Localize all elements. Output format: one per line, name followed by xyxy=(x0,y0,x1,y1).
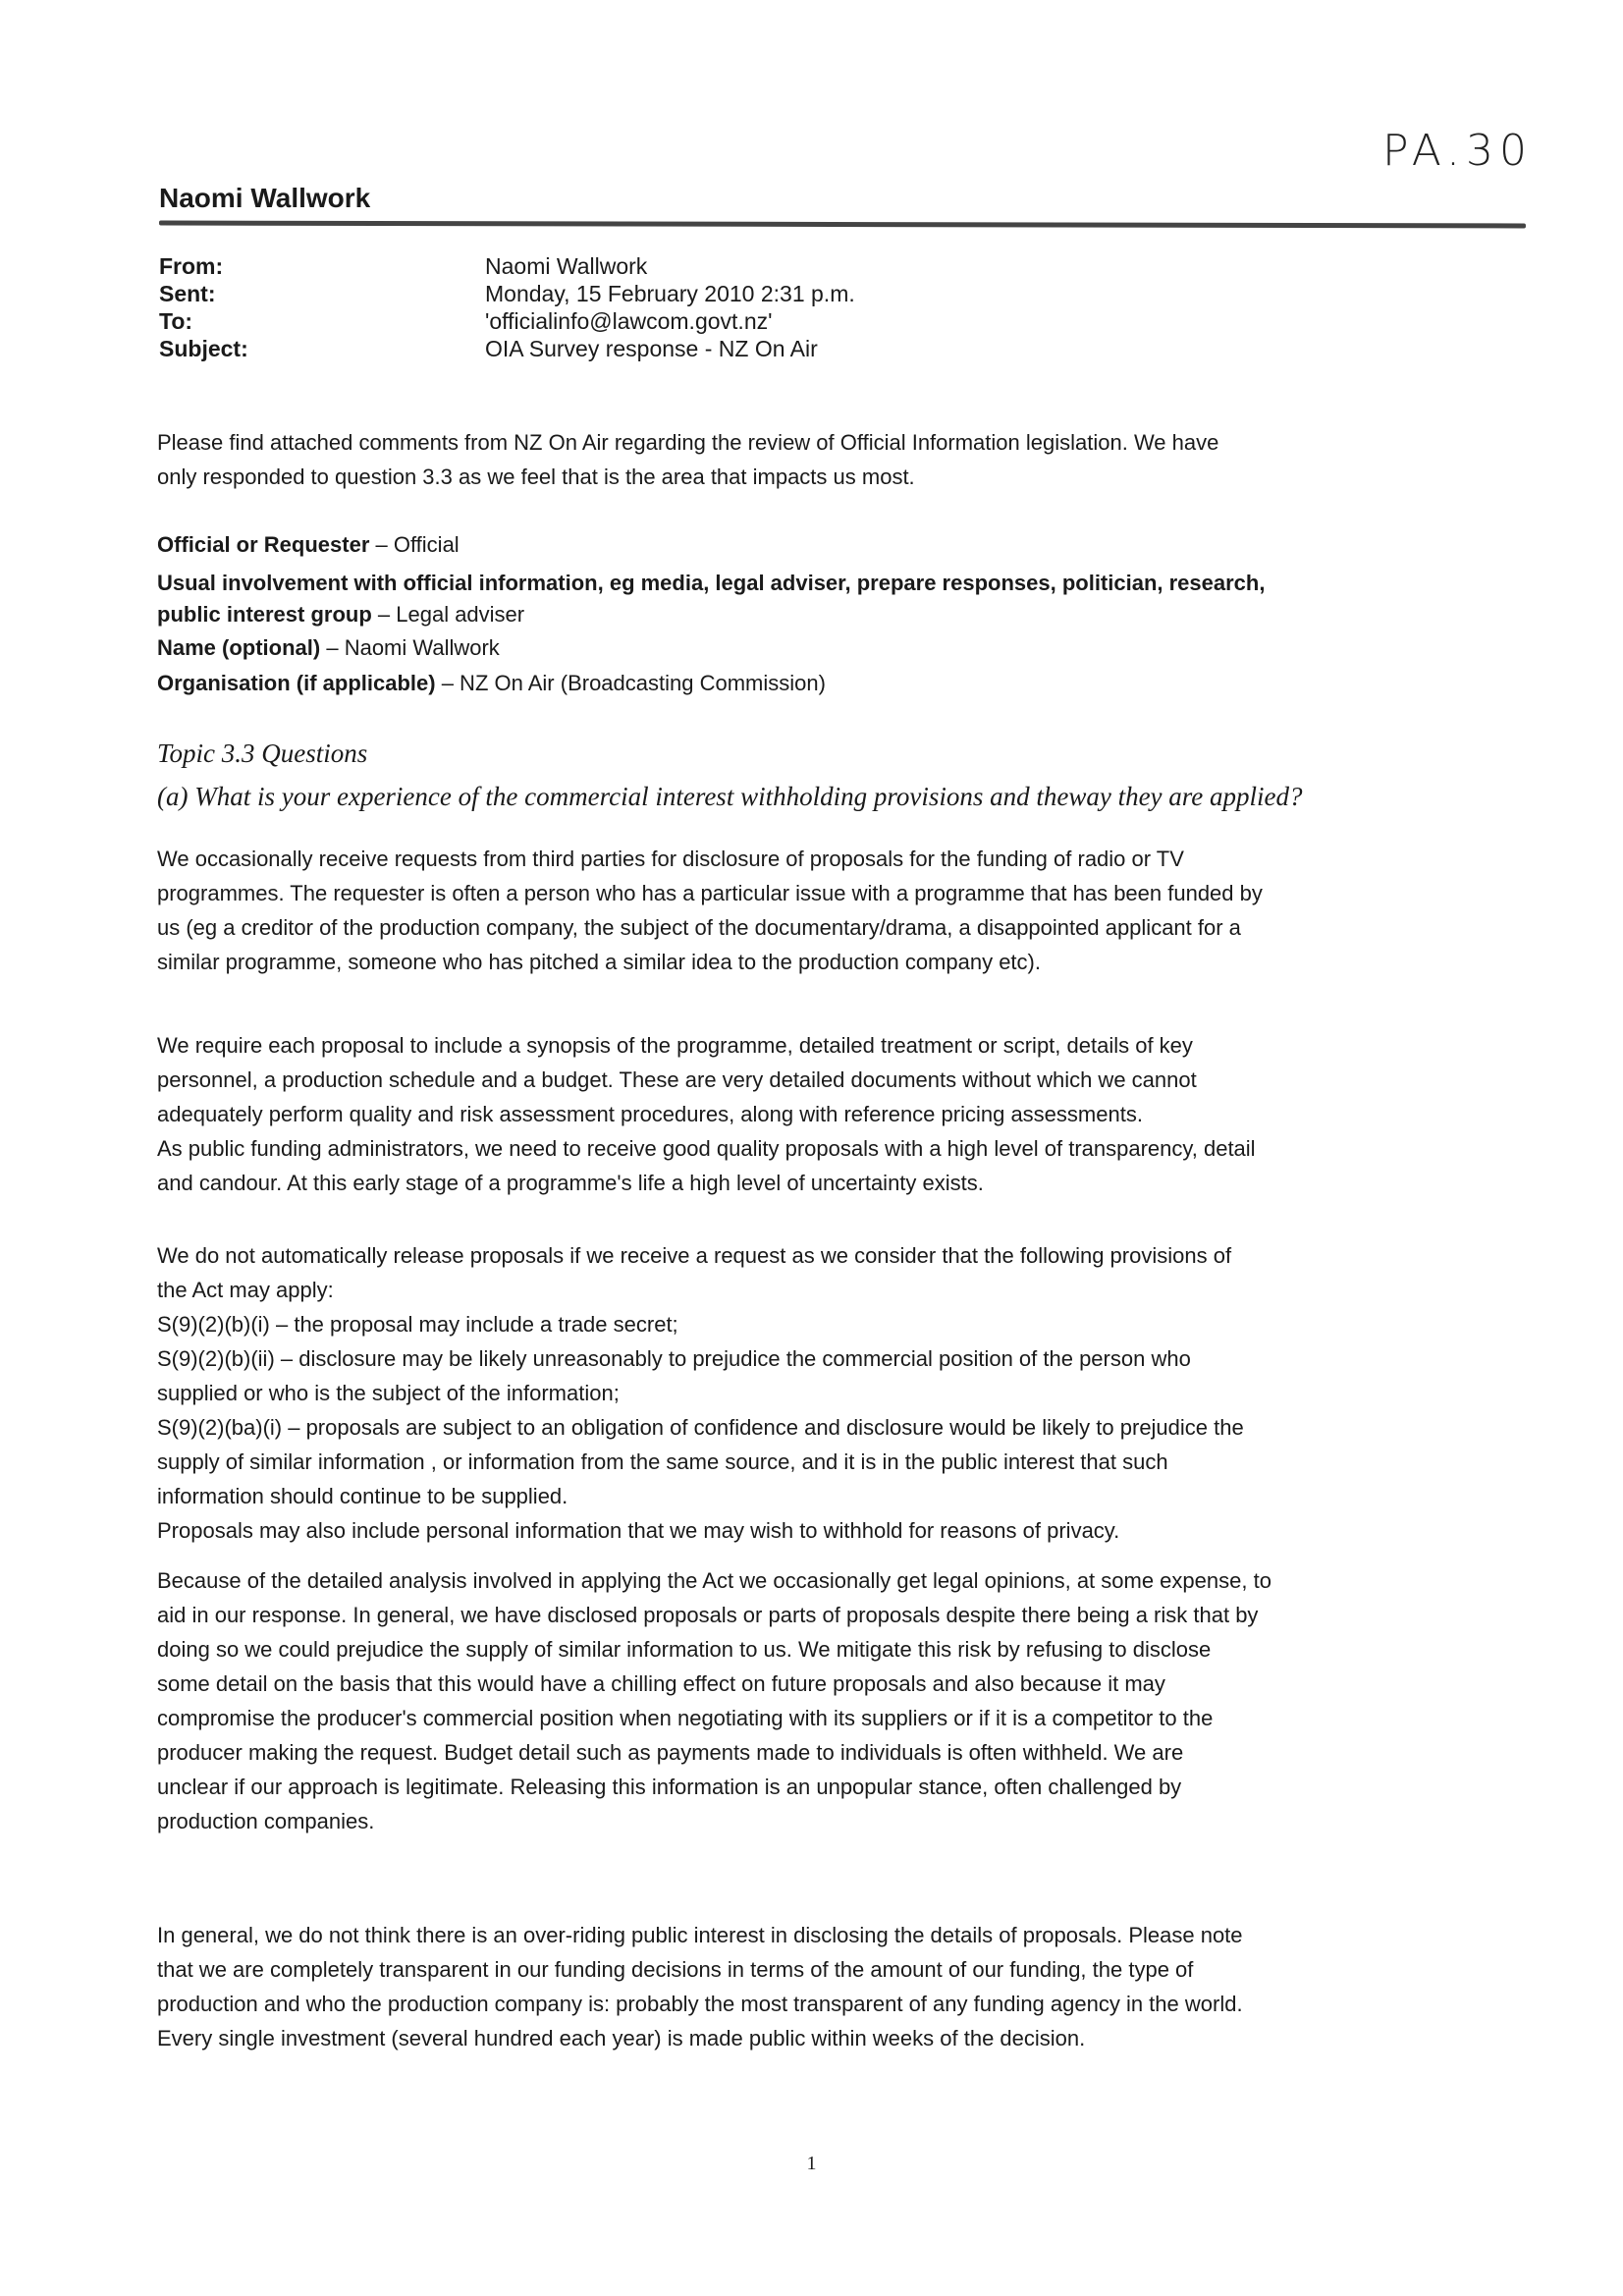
paragraph-line: Every single investment (several hundred each year) is made public within weeks of the decision. xyxy=(157,2026,1086,2050)
header-value: Monday, 15 February 2010 2:31 p.m. xyxy=(485,281,855,306)
paragraph-line: aid in our response. In general, we have disclosed proposals or parts of proposals despite there being a risk that by xyxy=(157,1603,1259,1627)
survey-field xyxy=(157,532,460,558)
paragraph-line: personnel, a production schedule and a budget. These are very detailed documents without which we cannot xyxy=(157,1067,1197,1092)
header-label: From: xyxy=(159,253,224,279)
paragraph-line: In general, we do not think there is an over-riding public interest in disclosing the details of proposals. Please note xyxy=(157,1923,1243,1947)
paragraph-line: doing so we could prejudice the supply of similar information to us. We mitigate this risk by refusing to disclose xyxy=(157,1637,1212,1662)
paragraph-line: that we are completely transparent in our funding decisions in terms of the amount of our funding, the type of xyxy=(157,1957,1194,1982)
paragraph-line: and candour. At this early stage of a programme's life a high level of uncertainty exists. xyxy=(157,1171,984,1195)
paragraph-line: similar programme, someone who has pitched a similar idea to the production company etc). xyxy=(157,950,1041,974)
paragraph-line: supply of similar information , or information from the same source, and it is in the public interest that such xyxy=(157,1449,1168,1474)
field-value: – Official xyxy=(369,532,460,557)
intro-line: Please find attached comments from NZ On Air regarding the review of Official Information legislation. We have xyxy=(157,430,1219,455)
topic-heading: Topic 3.3 Questions xyxy=(157,738,368,768)
header-value: 'officialinfo@lawcom.govt.nz' xyxy=(485,308,773,334)
paragraph-line: Because of the detailed analysis involved in applying the Act we occasionally get legal opinions, at some expense, to xyxy=(157,1568,1271,1593)
paragraph-line: programmes. The requester is often a person who has a particular issue with a programme that has been funded by xyxy=(157,881,1263,905)
paragraph-line: S(9)(2)(b)(ii) – disclosure may be likely unreasonably to prejudice the commercial position of the person who xyxy=(157,1346,1191,1371)
intro-line: only responded to question 3.3 as we feel that is the area that impacts us most. xyxy=(157,465,915,489)
paragraph-line: us (eg a creditor of the production company, the subject of the documentary/drama, a disappointed applicant for a xyxy=(157,915,1241,940)
title-divider xyxy=(159,221,1526,229)
paragraph-line: adequately perform quality and risk assessment procedures, along with reference pricing assessments. xyxy=(157,1102,1143,1126)
header-label: Sent: xyxy=(159,281,216,306)
paragraph-line: production and who the production company is: probably the most transparent of any funding agency in the world. xyxy=(157,1992,1243,2016)
paragraph-line: S(9)(2)(b)(i) – the proposal may include a trade secret; xyxy=(157,1312,678,1337)
paragraph-line: producer making the request. Budget detail such as payments made to individuals is often withheld. We are xyxy=(157,1740,1184,1765)
survey-field xyxy=(157,602,524,628)
field-label: Official or Requester xyxy=(157,532,370,557)
paragraph-line: As public funding administrators, we need to receive good quality proposals with a high level of transparency, detail xyxy=(157,1136,1256,1161)
paragraph-line: some detail on the basis that this would have a chilling effect on future proposals and also because it may xyxy=(157,1671,1165,1696)
header-label: Subject: xyxy=(159,336,248,361)
paragraph-line: S(9)(2)(ba)(i) – proposals are subject to an obligation of confidence and disclosure would be likely to prejudice the xyxy=(157,1415,1244,1440)
document-title: Naomi Wallwork xyxy=(159,183,371,213)
field-label: Usual involvement with official information, eg media, legal adviser, prepare responses, politician, research, xyxy=(157,571,1266,595)
header-value: Naomi Wallwork xyxy=(485,253,648,279)
paragraph-line: We require each proposal to include a synopsis of the programme, detailed treatment or script, details of key xyxy=(157,1033,1193,1058)
paragraph-line: compromise the producer's commercial position when negotiating with its suppliers or if it is a competitor to the xyxy=(157,1706,1214,1730)
paragraph-line: the Act may apply: xyxy=(157,1278,334,1302)
field-label: Name (optional) xyxy=(157,635,321,660)
survey-field xyxy=(157,671,826,696)
header-label: To: xyxy=(159,308,193,334)
page-number: 1 xyxy=(806,2153,817,2174)
paragraph-line: unclear if our approach is legitimate. Releasing this information is an unpopular stance, often challenged by xyxy=(157,1775,1182,1799)
paragraph-line: We occasionally receive requests from third parties for disclosure of proposals for the funding of radio or TV xyxy=(157,847,1184,871)
paragraph-line: production companies. xyxy=(157,1809,375,1833)
survey-field xyxy=(157,571,1265,596)
paragraph-line: Proposals may also include personal information that we may wish to withhold for reasons of privacy. xyxy=(157,1518,1120,1543)
field-value: – NZ On Air (Broadcasting Commission) xyxy=(435,671,826,695)
field-value: – Legal adviser xyxy=(371,602,525,627)
question-a: (a) What is your experience of the commercial interest withholding provisions and theway they are applied? xyxy=(157,782,1303,811)
field-label: Organisation (if applicable) xyxy=(157,671,436,695)
paragraph-line: We do not automatically release proposals if we receive a request as we consider that the following provisions of xyxy=(157,1243,1232,1268)
survey-field xyxy=(157,635,500,661)
paragraph-line: information should continue to be supplied. xyxy=(157,1484,568,1508)
paragraph-line: supplied or who is the subject of the information; xyxy=(157,1381,620,1405)
field-value: – Naomi Wallwork xyxy=(320,635,500,660)
field-label: public interest group xyxy=(157,602,372,627)
header-value: OIA Survey response - NZ On Air xyxy=(485,336,818,361)
handwritten-reference: PA.30 xyxy=(1382,126,1534,176)
